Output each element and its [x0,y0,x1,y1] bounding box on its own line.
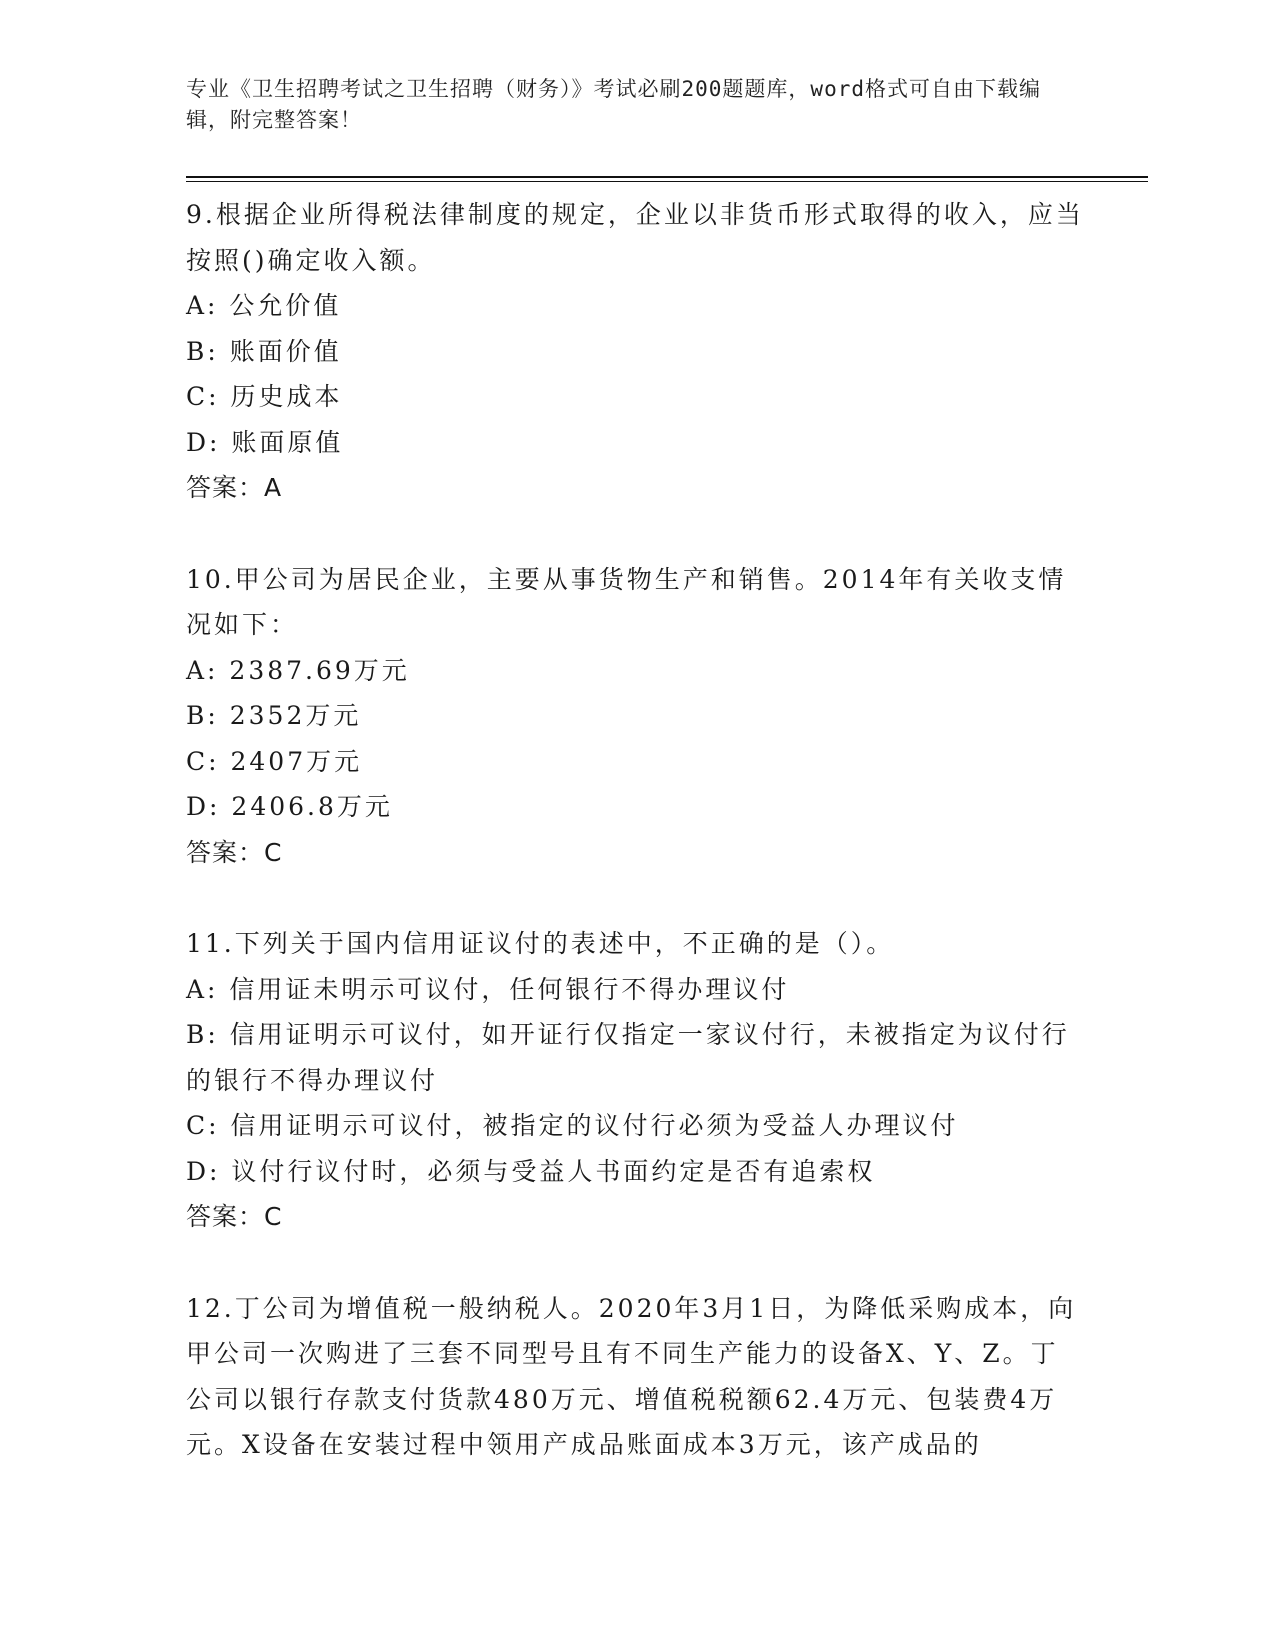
option-a: A: 信用证未明示可议付，任何银行不得办理议付 [186,974,790,1004]
option-a: A: 2387.69万元 [186,655,410,685]
question-stem: 12.丁公司为增值税一般纳税人。2020年3月1日，为降低采购成本，向甲公司一次购进了三套不同型号且有不同生产能力的设备X、Y、Z。丁公司以银行存款支付货款480万元、增值税税额62.4万元、包装费4万元。X设备在安装过程中领用产成品账面成本3万元，该产成品的 [186,1293,1077,1459]
option-c: C: 2407万元 [186,746,363,776]
option-d: D: 2406.8万元 [186,792,393,821]
question-9 [186,192,1086,511]
answer: 答案：C [186,1202,283,1231]
option-b: B: 账面价值 [186,336,342,366]
answer: 答案：C [186,837,283,867]
option-d: D: 账面原值 [186,427,344,457]
header-divider-thin [186,181,1148,182]
option-b: B: 信用证明示可议付，如开证行仅指定一家议付行，未被指定为议付行的银行不得办理议付 [186,1020,1070,1095]
document-header: 专业《卫生招聘考试之卫生招聘（财务）》考试必刷200题题库，word格式可自由下载编辑，附完整答案！ [186,77,1041,132]
answer: 答案：A [186,473,283,502]
option-a: A: 公允价值 [186,291,342,320]
question-stem: 10.甲公司为居民企业，主要从事货物生产和销售。2014年有关收支情况如下： [186,564,1067,639]
option-c: C: 信用证明示可议付，被指定的议付行必须为受益人办理议付 [186,1111,959,1140]
question-list [186,192,1086,1514]
question-stem: 9.根据企业所得税法律制度的规定，企业以非货币形式取得的收入，应当按照()确定收入额。 [186,200,1084,275]
option-c: C: 历史成本 [186,382,343,411]
question-10 [186,557,1086,876]
question-12 [186,1286,1086,1468]
option-d: D: 议付行议付时，必须与受益人书面约定是否有追索权 [186,1156,876,1186]
question-11 [186,921,1086,1240]
question-stem: 11.下列关于国内信用证议付的表述中，不正确的是（）。 [186,929,895,958]
header-divider-thick [186,176,1148,178]
option-b: B: 2352万元 [186,701,362,730]
